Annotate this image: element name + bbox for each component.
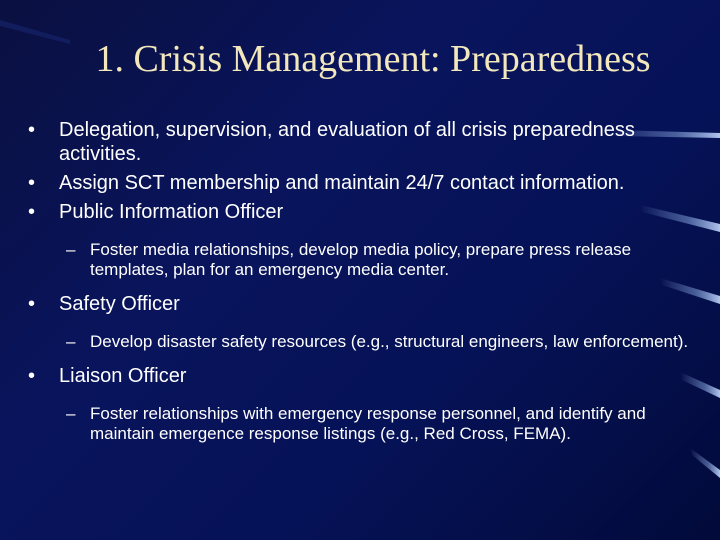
sub-bullet-text: Foster media relationships, develop media policy, prepare press release templates, plan for an emergency media center.	[90, 240, 632, 279]
bullet-list	[0, 118, 720, 444]
sub-bullet-item	[0, 240, 720, 280]
bullet-item	[0, 171, 720, 195]
sub-bullet-item	[0, 332, 720, 352]
bullet-icon: •	[28, 365, 36, 387]
sub-bullet-text: Foster relationships with emergency response personnel, and identify and maintain emergence response listings (e.g., Red Cross, FEMA).	[90, 404, 646, 443]
bullet-icon: •	[28, 293, 36, 315]
bullet-text: Liaison Officer	[59, 365, 187, 387]
bullet-icon: •	[28, 201, 36, 223]
sub-bullet-text: Develop disaster safety resources (e.g., structural engineers, law enforcement).	[90, 332, 689, 351]
bullet-item	[0, 292, 720, 316]
bullet-text: Public Information Officer	[59, 201, 284, 223]
bullet-icon: •	[28, 119, 36, 141]
sub-bullet-item	[0, 404, 720, 444]
dash-icon: –	[66, 332, 76, 351]
dash-icon: –	[66, 404, 76, 423]
bullet-item	[0, 200, 720, 224]
dash-icon: –	[66, 240, 76, 259]
slide-title: 1. Crisis Management: Preparedness	[95, 38, 651, 80]
bullet-item	[0, 118, 720, 166]
bullet-text: Assign SCT membership and maintain 24/7 contact information.	[59, 172, 625, 194]
bullet-text: Safety Officer	[59, 293, 180, 315]
bullet-text: Delegation, supervision, and evaluation of all crisis preparedness activities.	[59, 119, 635, 165]
bullet-item	[0, 364, 720, 388]
bullet-icon: •	[28, 172, 36, 194]
